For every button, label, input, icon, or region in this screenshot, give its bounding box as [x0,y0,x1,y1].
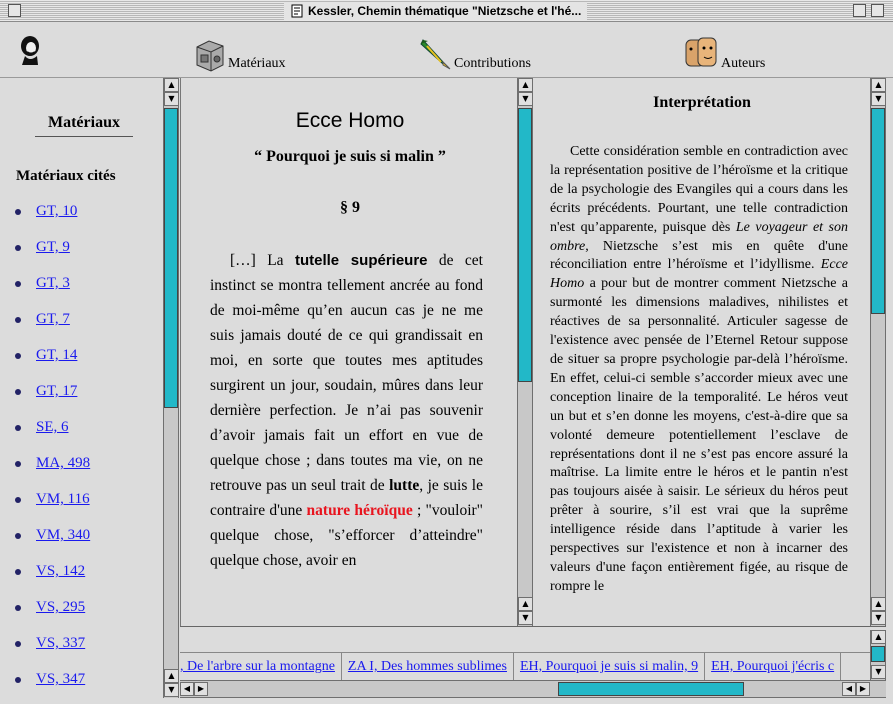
scroll-up-arrow[interactable]: ▲ [164,78,179,92]
interpretation-heading: Interprétation [653,94,751,111]
scroll-down-arrow-bottom[interactable]: ▼ [518,611,533,625]
body-bold-phrase: tutelle supérieure [294,252,428,269]
sidebar-heading: Matériaux [35,114,133,137]
material-link[interactable]: MA, 498 [36,455,91,471]
bullet-icon [15,677,21,683]
related-link-tab[interactable] [514,653,705,680]
horizontal-scroll-thumb[interactable] [558,682,744,696]
material-list-item[interactable] [15,527,90,544]
source-text-pane [180,78,518,626]
bullet-icon [15,317,21,323]
text-scrollbar[interactable] [517,78,533,626]
material-link[interactable]: VS, 295 [36,599,86,615]
body-bold-word: lutte [389,477,420,494]
bullet-icon [15,569,21,575]
bullet-icon [15,533,21,539]
materials-label: Matériaux [228,56,286,71]
material-list-item[interactable] [15,455,90,472]
body-segment: ; "vouloir" quelque chose, "s’efforcer d’atteindre" quelque chose, avoir en [210,502,483,569]
material-list-item[interactable] [15,311,70,328]
collapse-box[interactable] [871,4,884,17]
sidebar-scroll-thumb[interactable] [164,108,178,408]
material-link[interactable]: GT, 9 [36,239,70,255]
interpretation-body [550,143,848,626]
text-subtitle: “ Pourquoi je suis si malin ” [254,148,446,165]
scroll-right-arrow-end[interactable]: ▶ [856,682,870,696]
material-link[interactable]: SE, 6 [36,419,69,435]
scroll-down-arrow[interactable]: ▼ [871,92,886,106]
material-link[interactable]: VS, 337 [36,635,86,651]
scroll-down-arrow[interactable]: ▼ [518,92,533,106]
authors-button[interactable] [684,36,765,72]
material-link[interactable]: VS, 347 [36,671,86,687]
related-link-tab[interactable] [342,653,514,680]
bullet-icon [15,281,21,287]
bullet-icon [15,209,21,215]
material-link[interactable]: VM, 116 [36,491,90,507]
authors-label: Auteurs [721,56,766,71]
text-title: Ecce Homo [295,109,405,132]
window-title-text: Kessler, Chemin thématique "Nietzsche et l'hé... [308,4,582,18]
material-list-item[interactable] [15,239,70,256]
materials-box-icon [194,38,226,72]
materials-button[interactable] [194,38,286,72]
bottom-strip-divider [180,626,886,652]
body-segment: […] La [230,252,295,269]
authors-faces-icon [684,36,720,72]
interp-italic-title: Le voyageur et son ombre [550,219,848,254]
scroll-down-arrow[interactable]: ▼ [164,92,179,106]
interpretation-scroll-thumb[interactable] [871,108,885,314]
tabs-v-thumb[interactable] [871,646,885,662]
text-body [210,248,483,623]
bullet-icon [15,641,21,647]
material-list-item[interactable] [15,203,77,220]
horizontal-scrollbar[interactable] [180,680,886,698]
material-list-item[interactable] [15,383,77,400]
bullet-icon [15,461,21,467]
interpretation-pane [534,78,870,626]
interp-segment: Cette considération semble en contradiction avec la représentation positive de l’héroïsme et la critique de la psychologie des Evangiles qui a cours dans les écrits précédents. Pourtant, une telle contradiction n'est qu’apparente, puisque dès [550,144,848,235]
scroll-up-arrow[interactable]: ▲ [871,630,886,644]
title-bar[interactable] [0,0,893,22]
sidebar-subheading: Matériaux cités [16,168,116,184]
text-scroll-thumb[interactable] [518,108,532,382]
pen-icon [417,36,453,72]
bullet-icon [15,425,21,431]
material-link[interactable]: GT, 10 [36,203,78,219]
scroll-up-arrow-bottom[interactable]: ▲ [871,597,886,611]
material-link[interactable]: GT, 14 [36,347,78,363]
material-list-item[interactable] [15,599,85,616]
material-list-item[interactable] [15,671,85,688]
window-title [284,2,587,20]
scroll-up-arrow-bottom[interactable]: ▲ [518,597,533,611]
interp-segment: , Nietzsche s’est mis en quête d'une réconciliation entre l’héroïsme et l’idyllisme. [550,238,848,273]
scroll-left-arrow-end[interactable]: ◀ [842,682,856,696]
bullet-icon [15,389,21,395]
related-links-bar [180,652,870,680]
interp-italic-title: Ecce Homo [550,257,848,292]
contributions-button[interactable] [417,36,531,72]
material-list-item[interactable] [15,275,70,292]
material-link[interactable]: VS, 142 [36,563,86,579]
scroll-up-arrow[interactable]: ▲ [871,78,886,92]
tabs-vertical-scrollbar[interactable] [870,630,886,680]
material-link[interactable]: GT, 7 [36,311,70,327]
toolbar [0,22,893,78]
scroll-left-arrow[interactable]: ◀ [180,682,194,696]
related-link-text[interactable]: EH, Pourquoi je suis si malin, 9 [519,659,699,674]
body-segment: , je suis le contraire d'une [210,477,483,519]
document-icon [290,4,304,18]
text-section-number: § 9 [340,199,360,216]
material-link[interactable]: GT, 17 [36,383,78,399]
scroll-down-arrow-bottom[interactable]: ▼ [164,683,179,697]
highlighted-term-link[interactable]: nature héroïque [306,502,413,519]
related-link-text[interactable]: EH, Pourquoi j'écris c [711,659,835,674]
scroll-right-arrow[interactable]: ▶ [194,682,208,696]
interp-segment: a pour but de montrer comment Nietzsche a surmonté les dimensions maladives, nihilistes et réactives de sa personnalité. Articuler sagesse de l'existence avec pensée de l’Eternel Retour suppose de situer sa propre psychologie par-delà l’héroïsme. En effet, celui-ci semble s’accorder mieux avec une conception linaire de la temporalité. Le héros veut un but et s’en donne les moyens, c'est-à-dire que sa volonté demeure potentiellement l’esclave de représentations dont il ne s’est pas encore assuré la maîtrise. La limite entre le héros et le pantin n'est pas toujours aisée à saisir. Le sérieux du héros peut prêter à sourire, s’il est vrai que la suprême intelligence réside dans l’aptitude à varier les perspectives sur l'existence et non à incarner des valeurs d'une façon entièrement figée, au risque de rompre le [550,276,848,594]
interpretation-scrollbar[interactable] [870,78,886,626]
contributions-label: Contributions [454,56,532,71]
nietzsche-portrait-icon[interactable] [16,32,44,66]
window-bottom-edge [0,698,893,704]
scroll-down-arrow[interactable]: ▼ [871,665,886,679]
bullet-icon [15,497,21,503]
bullet-icon [15,605,21,611]
close-box[interactable] [8,4,21,17]
material-list-item[interactable] [15,347,77,364]
material-list-item[interactable] [15,563,85,580]
scroll-up-arrow[interactable]: ▲ [518,78,533,92]
body-segment: de cet instinct se montra tellement ancrée au fond de moi-même qu’en aucun cas je ne me suis jamais douté de ce qui grandissait en moi, en sorte que toutes mes aptitudes surgirent un jour, soudain, mûres dans leur dernière perfection. Je n’ai pas souvenir d’avoir jamais fait un effort en vue de quelque chose ; dans toutes ma vie, on ne retrouve pas un seul trait de [210,252,483,494]
material-list-item[interactable] [15,491,90,508]
materials-sidebar [0,78,164,698]
related-link-tab[interactable] [705,653,841,680]
zoom-box[interactable] [853,4,866,17]
related-link-text[interactable]: ZA I, Des hommes sublimes [347,659,507,674]
related-link-tab[interactable] [180,653,342,680]
related-link-text[interactable]: , De l'arbre sur la montagne [180,659,335,674]
material-list-item[interactable] [15,419,69,436]
sidebar-scrollbar[interactable] [163,78,179,698]
scroll-up-arrow-bottom[interactable]: ▲ [164,669,179,683]
material-link[interactable]: GT, 3 [36,275,70,291]
material-link[interactable]: VM, 340 [36,527,91,543]
bullet-icon [15,245,21,251]
bullet-icon [15,353,21,359]
scroll-down-arrow-bottom[interactable]: ▼ [871,611,886,625]
material-list-item[interactable] [15,635,85,652]
